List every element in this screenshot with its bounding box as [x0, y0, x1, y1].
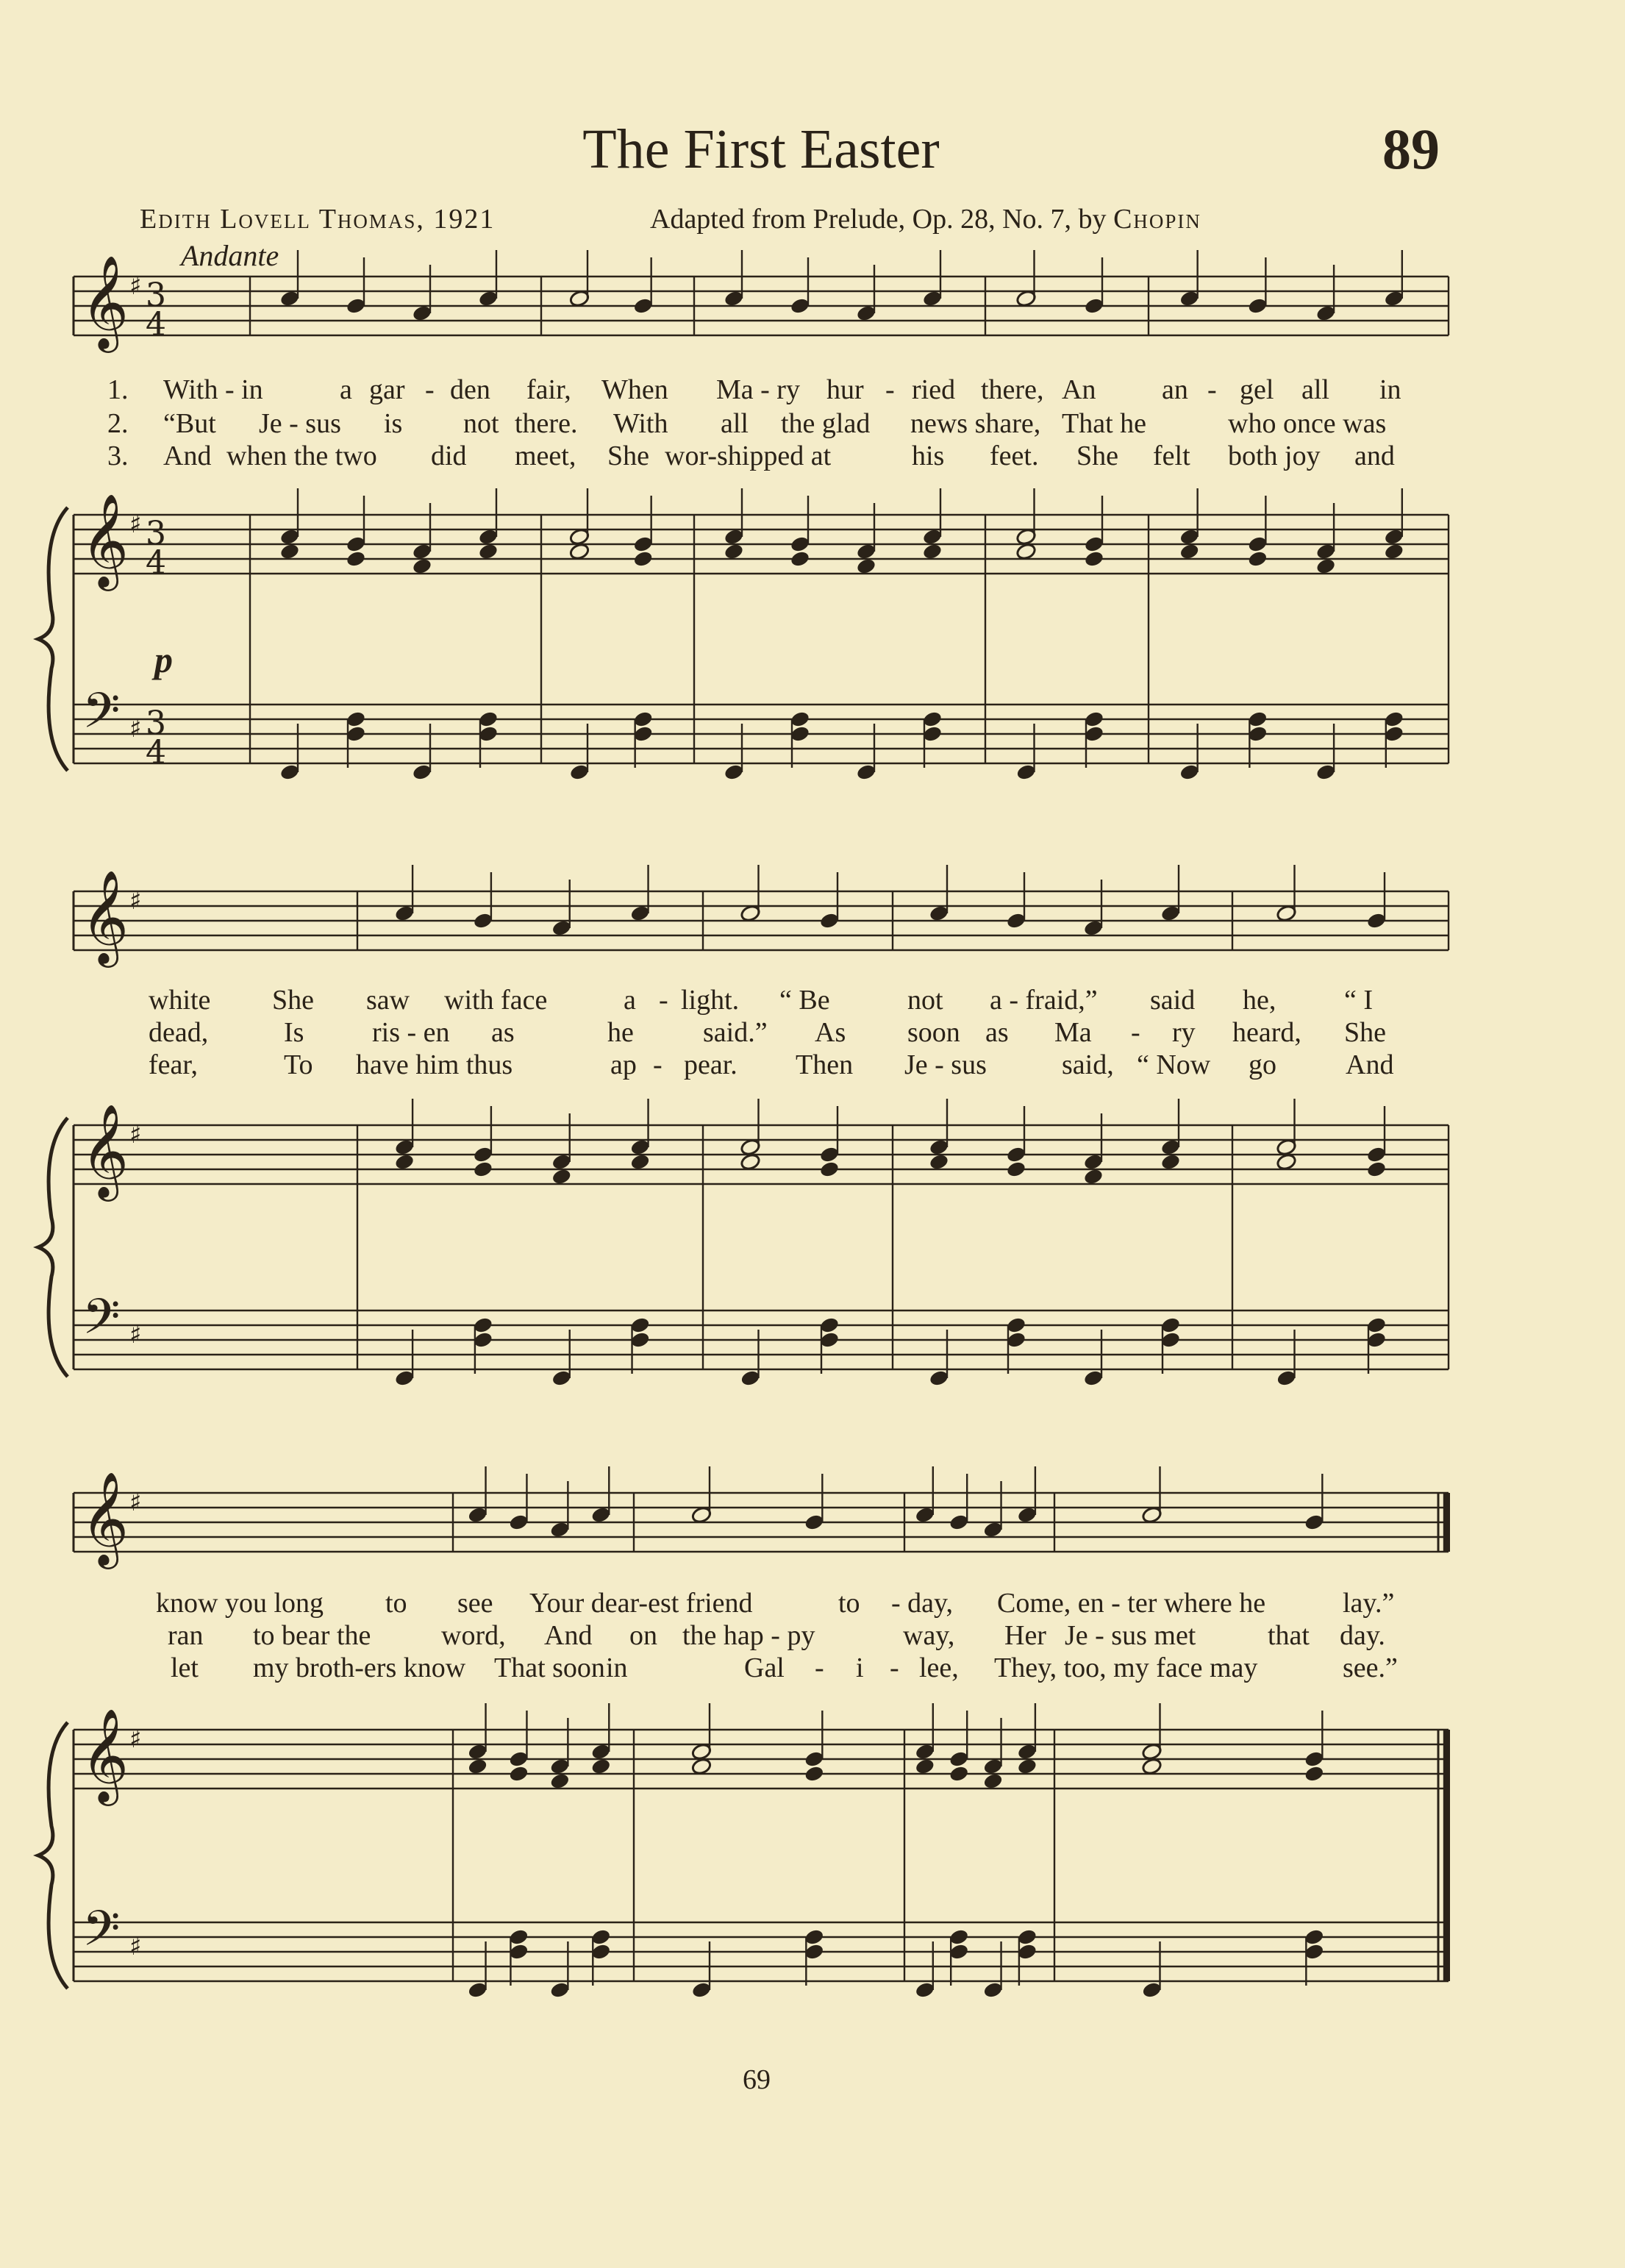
lyric-syllable: Ma - ry [716, 374, 800, 405]
final-barline-thick [1444, 1493, 1450, 1552]
lyric-syllable: go [1249, 1049, 1276, 1080]
piano-treble-notehead [982, 1772, 1004, 1791]
lyric-syllable: She [272, 985, 314, 1016]
lyric-syllable: that [1268, 1620, 1310, 1651]
lyric-syllable: my broth-ers know [253, 1652, 466, 1683]
lyric-syllable: ris - en [372, 1017, 450, 1048]
key-signature-sharp: ♯ [129, 886, 142, 916]
time-signature-top: 3 [146, 515, 166, 552]
lyric-syllable: - [653, 1049, 662, 1080]
piano-treble-notehead [1384, 543, 1405, 561]
lyric-syllable: Her [1004, 1620, 1046, 1651]
piano-treble-notehead [549, 1772, 571, 1791]
lyric-syllable: fear, [149, 1049, 199, 1080]
lyric-syllable: a - fraid,” [990, 985, 1098, 1016]
lyric-syllable: Then [796, 1049, 854, 1080]
lyric-syllable: the glad [781, 408, 871, 439]
lyric-syllable: and [1354, 441, 1395, 471]
lyric-syllable: did [431, 441, 467, 471]
lyric-syllable: hur [826, 374, 864, 405]
lyric-syllable: he, [1243, 985, 1276, 1016]
key-signature-sharp: ♯ [129, 1320, 142, 1349]
lyric-syllable: both joy [1228, 441, 1321, 471]
lyric-syllable: as [985, 1017, 1009, 1048]
lyric-syllable: his [912, 441, 945, 471]
lyric-syllable: And [544, 1620, 593, 1651]
lyric-syllable: ry [1172, 1017, 1196, 1048]
lyric-syllable: They, too, my face may [994, 1652, 1258, 1683]
lyric-syllable: an [1162, 374, 1188, 405]
piano-treble-notehead [740, 1153, 761, 1172]
piano-treble-notehead [1084, 550, 1105, 568]
lyric-syllable: To [284, 1049, 313, 1080]
lyric-syllable: As [815, 1017, 846, 1048]
lyric-syllable: news share, [910, 408, 1041, 439]
lyric-syllable: Ma [1054, 1017, 1092, 1048]
page-title: The First Easter [582, 118, 940, 180]
lyric-syllable: - [659, 985, 668, 1016]
lyric-syllable: She [1344, 1017, 1386, 1048]
key-signature-sharp: ♯ [129, 714, 142, 743]
lyric-syllable: saw [366, 985, 410, 1016]
piano-treble-notehead [929, 1153, 950, 1172]
piano-treble-notehead [1083, 1168, 1104, 1186]
final-barline-thick [1444, 1730, 1450, 1981]
lyric-syllable: gel [1240, 374, 1274, 405]
brace [38, 507, 68, 771]
lyric-syllable: den [450, 374, 490, 405]
lyric-syllable: - [1131, 1017, 1140, 1048]
lyric-syllable: That soon [494, 1652, 605, 1683]
lyric-syllable: And [163, 441, 212, 471]
piano-treble-notehead [346, 550, 367, 568]
lyric-syllable: - [890, 1652, 899, 1683]
verse-number: 3. [107, 441, 129, 471]
brace [38, 1118, 68, 1377]
lyric-syllable: on [629, 1620, 657, 1651]
piano-treble-notehead [856, 557, 877, 576]
folio-number: 69 [743, 2064, 771, 2095]
composer-prefix: Adapted from Prelude, Op. 28, No. 7, by [650, 204, 1107, 235]
lyric-syllable: fair, [526, 374, 571, 405]
lyric-syllable: all [721, 408, 749, 439]
lyric-syllable: not [907, 985, 943, 1016]
piano-treble-notehead [1160, 1153, 1182, 1172]
lyric-syllable: She [1076, 441, 1118, 471]
lyric-syllable: “ Now [1137, 1049, 1211, 1080]
lyric-syllable: Your dear-est friend [529, 1588, 753, 1619]
lyric-syllable: said [1150, 985, 1196, 1016]
composer-name: Chopin [1113, 204, 1201, 235]
lyric-syllable: heard, [1232, 1017, 1301, 1048]
lyric-syllable: With [613, 408, 668, 439]
lyric-syllable: An [1062, 374, 1096, 405]
lyric-syllable: he [607, 1017, 634, 1048]
lyric-syllable: to [385, 1588, 407, 1619]
lyric-syllable: gar [369, 374, 405, 405]
lyric-syllable: “ I [1344, 985, 1374, 1016]
piano-treble-notehead [819, 1160, 840, 1179]
lyric-syllable: When [601, 374, 668, 405]
lyric-syllable: i [856, 1652, 864, 1683]
lyric-syllable: wor-shipped at [665, 441, 832, 471]
lyricist-name: Edith Lovell Thomas, 1921 [140, 204, 496, 235]
dynamic-marking: p [154, 639, 173, 680]
piano-treble-notehead [1304, 1765, 1325, 1783]
lyric-syllable: ran [168, 1620, 204, 1651]
bass-clef: 𝄢 [82, 1288, 121, 1357]
piano-treble-notehead [629, 1153, 651, 1172]
lyric-syllable: there. [515, 408, 578, 439]
piano-treble-notehead [478, 543, 499, 561]
lyric-syllable: with face [444, 985, 548, 1016]
piano-treble-notehead [473, 1160, 494, 1179]
lyric-syllable: That he [1062, 408, 1147, 439]
piano-treble-notehead [1017, 1758, 1038, 1776]
lyric-syllable: - [815, 1652, 824, 1683]
tempo-marking: Andante [181, 239, 279, 272]
piano-treble-notehead [1315, 557, 1337, 576]
lyric-syllable: - day, [891, 1588, 954, 1619]
piano-treble-notehead [569, 543, 590, 561]
piano-treble-notehead [949, 1765, 970, 1783]
lyric-syllable: not [463, 408, 499, 439]
lyric-syllable: said, [1062, 1049, 1114, 1080]
lyric-syllable: With - in [163, 374, 263, 405]
lyric-syllable: light. [681, 985, 740, 1016]
lyric-syllable: let [171, 1652, 199, 1683]
lyric-syllable: who once was [1228, 408, 1387, 439]
lyric-syllable: And [1346, 1049, 1394, 1080]
piano-treble-notehead [1141, 1758, 1162, 1776]
brace [38, 1722, 68, 1989]
verse-number: 1. [107, 374, 129, 405]
lyric-syllable: meet, [515, 441, 576, 471]
key-signature-sharp: ♯ [129, 1120, 142, 1149]
lyric-syllable: day. [1340, 1620, 1385, 1651]
treble-clef: 𝄞 [81, 493, 129, 587]
piano-treble-notehead [804, 1765, 825, 1783]
lyric-syllable: Je - sus [904, 1049, 987, 1080]
treble-clef: 𝄞 [81, 1103, 129, 1197]
lyric-syllable: is [384, 408, 403, 439]
piano-treble-notehead [279, 543, 301, 561]
lyric-syllable: felt [1153, 441, 1190, 471]
lyric-syllable: said.” [703, 1017, 768, 1048]
key-signature-sharp: ♯ [129, 1932, 142, 1961]
lyric-syllable: Je - sus [259, 408, 341, 439]
bass-clef: 𝄢 [82, 682, 121, 751]
lyric-syllable: a [340, 374, 352, 405]
treble-clef: 𝄞 [81, 1708, 129, 1802]
lyric-syllable: - [425, 374, 435, 405]
piano-treble-notehead [1247, 550, 1268, 568]
lyric-syllable: there, [981, 374, 1044, 405]
piano-treble-notehead [1366, 1160, 1388, 1179]
time-signature-top: 3 [146, 705, 166, 742]
lyric-syllable: She [607, 441, 649, 471]
lyric-syllable: Come, en - ter where he [997, 1588, 1266, 1619]
piano-treble-notehead [922, 543, 943, 561]
lyric-syllable: lay.” [1343, 1588, 1395, 1619]
lyric-syllable: lee, [919, 1652, 959, 1683]
lyric-syllable: soon [907, 1017, 960, 1048]
lyric-syllable: as [491, 1017, 515, 1048]
key-signature-sharp: ♯ [129, 1725, 142, 1754]
treble-clef: 𝄞 [81, 254, 129, 349]
lyric-syllable: dead, [149, 1017, 209, 1048]
lyric-syllable: all [1301, 374, 1329, 405]
lyric-syllable: pear. [684, 1049, 738, 1080]
piano-treble-notehead [724, 543, 745, 561]
bass-clef: 𝄢 [82, 1900, 121, 1969]
time-signature-bottom: 4 [146, 306, 166, 343]
page-number: 89 [1382, 117, 1440, 181]
lyric-syllable: “ Be [779, 985, 830, 1016]
lyric-syllable: - [885, 374, 895, 405]
piano-treble-notehead [551, 1168, 572, 1186]
lyric-syllable: Is [284, 1017, 304, 1048]
lyric-syllable: see [457, 1588, 493, 1619]
lyric-syllable: know you long [156, 1588, 324, 1619]
piano-treble-notehead [508, 1765, 529, 1783]
piano-treble-notehead [467, 1758, 488, 1776]
lyric-syllable: ried [912, 374, 956, 405]
lyric-syllable: to bear the [253, 1620, 371, 1651]
lyric-syllable: in [1379, 374, 1401, 405]
lyric-syllable: feet. [990, 441, 1039, 471]
key-signature-sharp: ♯ [129, 510, 142, 539]
piano-treble-notehead [394, 1153, 415, 1172]
piano-treble-notehead [915, 1758, 936, 1776]
lyric-syllable: have him thus [356, 1049, 513, 1080]
verse-number: 2. [107, 408, 129, 439]
lyric-syllable: the hap - py [682, 1620, 815, 1651]
lyric-syllable: white [149, 985, 211, 1016]
key-signature-sharp: ♯ [129, 271, 142, 301]
treble-clef: 𝄞 [81, 869, 129, 963]
lyric-syllable: in [606, 1652, 628, 1683]
lyric-syllable: word, [441, 1620, 506, 1651]
lyric-syllable: when the two [226, 441, 377, 471]
piano-treble-notehead [1015, 543, 1037, 561]
time-signature-top: 3 [146, 277, 166, 314]
piano-treble-notehead [1006, 1160, 1027, 1179]
piano-treble-notehead [1276, 1153, 1297, 1172]
time-signature-bottom: 4 [146, 734, 166, 771]
lyric-syllable: - [1207, 374, 1217, 405]
lyric-syllable: see.” [1343, 1652, 1398, 1683]
treble-clef: 𝄞 [81, 1471, 129, 1565]
piano-treble-notehead [691, 1758, 712, 1776]
lyric-syllable: “But [163, 408, 216, 439]
piano-treble-notehead [632, 550, 654, 568]
lyric-syllable: Je - sus met [1065, 1620, 1196, 1651]
piano-treble-notehead [412, 557, 433, 576]
lyric-syllable: to [838, 1588, 860, 1619]
piano-treble-notehead [1179, 543, 1200, 561]
piano-treble-notehead [590, 1758, 612, 1776]
piano-treble-notehead [790, 550, 811, 568]
key-signature-sharp: ♯ [129, 1488, 142, 1517]
lyric-syllable: way, [903, 1620, 955, 1651]
lyric-syllable: a [624, 985, 636, 1016]
lyric-syllable: ap [610, 1049, 637, 1080]
lyric-syllable: Gal [744, 1652, 785, 1683]
time-signature-bottom: 4 [146, 544, 166, 582]
